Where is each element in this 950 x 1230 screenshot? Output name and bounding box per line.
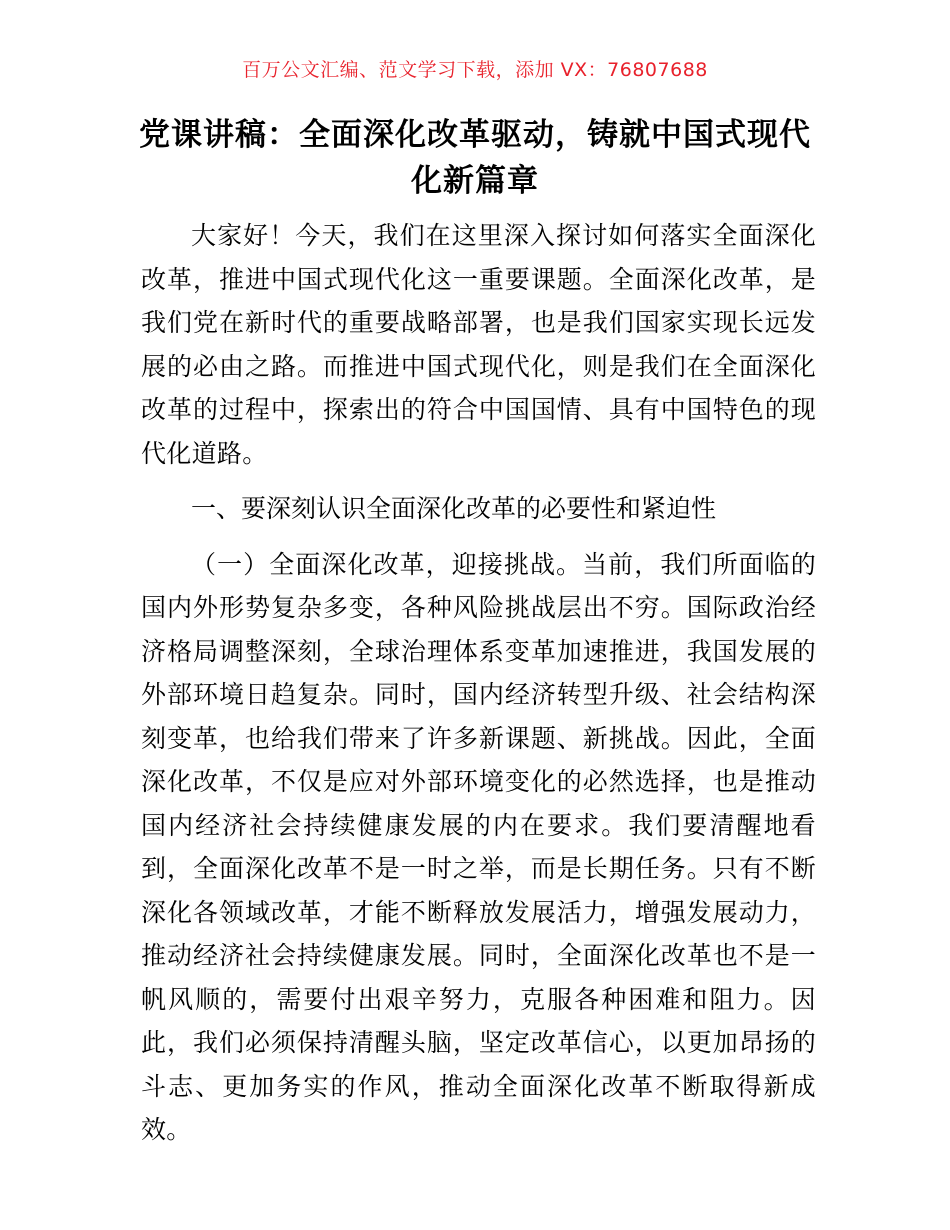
body-paragraph: （一）全面深化改革，迎接挑战。当前，我们所面临的国内外形势复杂多变，各种风险挑战层出不穷。国际政治经济格局调整深刻，全球治理体系变革加速推进，我国发展的外部环境日趋复杂。同时，国内经济转型升级、社会结构深刻变革，也给我们带来了许多新课题、新挑战。因此，全面深化改革，不仅是应对外部环境变化的必然选择，也是推动国内经济社会持续健康发展的内在要求。我们要清醒地看到，全面深化改革不是一时之举，而是长期任务。只有不断深化各领域改革，才能不断释放发展活力，增强发展动力，推动经济社会持续健康发展。同时，全面深化改革也不是一帆风顺的，需要付出艰辛努力，克服各种困难和阻力。因此，我们必须保持清醒头脑，坚定改革信心，以更加昂扬的斗志、更加务实的作风，推动全面深化改革不断取得新成效。 (141, 549, 816, 1144)
section-heading: 一、要深刻认识全面深化改革的必要性和紧迫性 (191, 494, 717, 523)
document-title: 党课讲稿：全面深化改革驱动，铸就中国式现代化新篇章 (139, 117, 811, 199)
header-banner: 百万公文汇编、范文学习下载，添加 VX：76807688 (242, 59, 708, 81)
intro-paragraph: 大家好！今天，我们在这里深入探讨如何落实全面深化改革，推进中国式现代化这一重要课题。全面深化改革，是我们党在新时代的重要战略部署，也是我们国家实现长远发展的必由之路。而推进中国式现代化，则是我们在全面深化改革的过程中，探索出的符合中国国情、具有中国特色的现代化道路。 (141, 221, 816, 468)
document-body (141, 214, 816, 1164)
